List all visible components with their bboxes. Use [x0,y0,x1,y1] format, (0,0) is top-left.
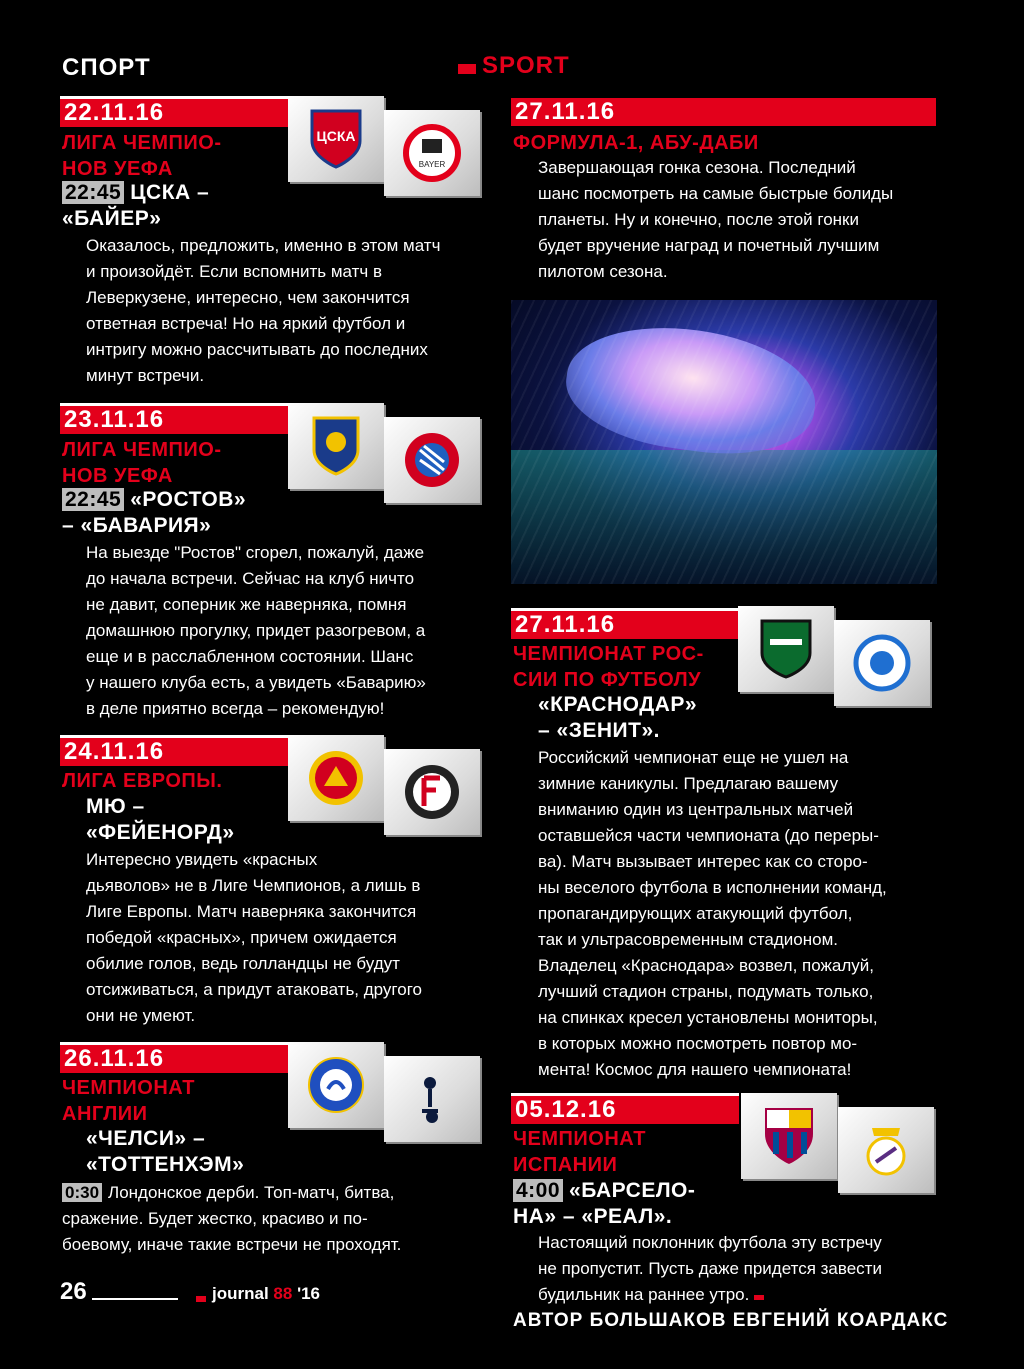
event-body: Завершающая гонка сезона. Последний шанс посмотреть на самые быстрые болиды планеты. Ну и конечно, после этой гонки будет вручение наград и почетный лучшим пилотом сезона. [538,158,894,281]
event-heading: ЧЕМПИОНАТ ИСПАНИИ [513,1128,646,1176]
match-time: 0:30 [62,1183,102,1202]
sport-marker [458,64,476,74]
stadium-photo [511,300,937,584]
date-bar: 05.12.16 [511,1096,739,1124]
match-time: 4:00 [513,1179,563,1202]
date-bar: 24.11.16 [60,738,288,766]
event-heading: ЛИГА ЧЕМПИО- НОВ УЕФА [62,439,222,487]
page-number: 26 [60,1278,87,1305]
date-bar: 26.11.16 [60,1045,288,1073]
event-heading: ЛИГА ЧЕМПИО- НОВ УЕФА [62,132,222,180]
match-time: 22:45 [62,488,124,511]
tottenham-logo [384,1056,480,1142]
svg-text:ЦСКА: ЦСКА [316,128,356,144]
section-label-en: SPORT [482,52,570,79]
photo-texture [511,300,937,584]
end-marker [754,1295,764,1300]
event-heading: ЧЕМПИОНАТ АНГЛИИ [62,1077,195,1125]
match-title: «ЧЕЛСИ» – «ТОТТЕНХЭМ» [86,1127,245,1176]
realmadrid-logo [838,1107,934,1193]
date-bar: 27.11.16 [511,611,739,639]
event-heading: ЧЕМПИОНАТ РОС- СИИ ПО ФУТБОЛУ [513,643,704,691]
feyenoord-logo [384,749,480,835]
bayern-logo [384,417,480,503]
footer-marker [196,1296,206,1302]
manutd-logo [288,735,384,821]
event-body: Оказалось, предложить, именно в этом матч и произойдёт. Если вспомнить матч в Леверкузене, интересно, чем закончится ответная встреча! Но на яркий футбол и интригу можно рассчитывать до последних минут встречи. [86,236,441,385]
event-heading: ЛИГА ЕВРОПЫ. [62,770,223,792]
event-body: Интересно увидеть «красных дьяволов» не в Лиге Чемпионов, а лишь в Лиге Европы. Матч наверняка закончится победой «красных», причем ожидается обилие голов, ведь голландцы не будут отсиживаться, а придут атаковать, другого они не умеют. [86,850,422,1025]
match-title: 4:00 «БАРСЕЛО- НА» – «РЕАЛ». [513,1179,696,1228]
chelsea-logo [288,1042,384,1128]
rostov-logo [288,403,384,489]
author-credit: АВТОР БОЛЬШАКОВ ЕВГЕНИЙ КОАРДАКС [513,1310,949,1331]
event-body: Настоящий поклонник футбола эту встречу не пропустит. Пусть даже придется завести будильник на раннее утро. [538,1233,882,1304]
divider [92,1298,178,1300]
match-title: МЮ – «ФЕЙЕНОРД» [86,795,235,844]
cska-logo [288,96,384,182]
event-heading: ФОРМУЛА-1, АБУ-ДАБИ [513,132,759,154]
zenit-logo [834,620,930,706]
barcelona-logo [741,1093,837,1179]
match-title: «КРАСНОДАР» – «ЗЕНИТ». [538,693,698,742]
krasnodar-logo [738,606,834,692]
bayer-logo [384,110,480,196]
event-body: Российский чемпионат еще не ушел на зимние каникулы. Предлагаю вашему вниманию один из центральных матчей оставшейся части чемпионата (до переры- ва). Матч вызывает интерес как со сторо- ны веселого футбола в исполнении команд, пропагандирующих атакующий футбол, так и ультрасовременным стадионом. Владелец «Краснодара» возвел, пожалуй, лучший стадион страны, подумать только, на спинках кресел установлены мониторы, в которых можно посмотреть повтор мо- мента! Космос для нашего чемпионата! [538,748,887,1079]
date-bar: 23.11.16 [60,406,288,434]
journal-label: journal 88 '16 [212,1284,321,1303]
section-label: СПОРТ [62,54,151,81]
event-body: 0:30 Лондонское дерби. Топ-матч, битва, сражение. Будет жестко, красиво и по- боевому, иначе такие встречи не проходят. [62,1183,402,1254]
match-time: 22:45 [62,181,124,204]
date-bar: 22.11.16 [60,99,288,127]
svg-text:BAYER: BAYER [418,160,446,169]
match-title: 22:45 «РОСТОВ» – «БАВАРИЯ» [62,488,247,537]
event-body: На выезде "Ростов" сгорел, пожалуй, даже до начала встречи. Сейчас на клуб ничто не давит, соперник же наверняка, помня домашнюю прогулку, придет разогревом, а еще и в расслабленном состоянии. Шанс у нашего клуба есть, а увидеть «Баварию» в деле приятно всегда – рекомендую! [86,543,426,718]
date-bar: 27.11.16 [511,98,936,126]
match-title: 22:45 ЦСКА – «БАЙЕР» [62,181,210,230]
